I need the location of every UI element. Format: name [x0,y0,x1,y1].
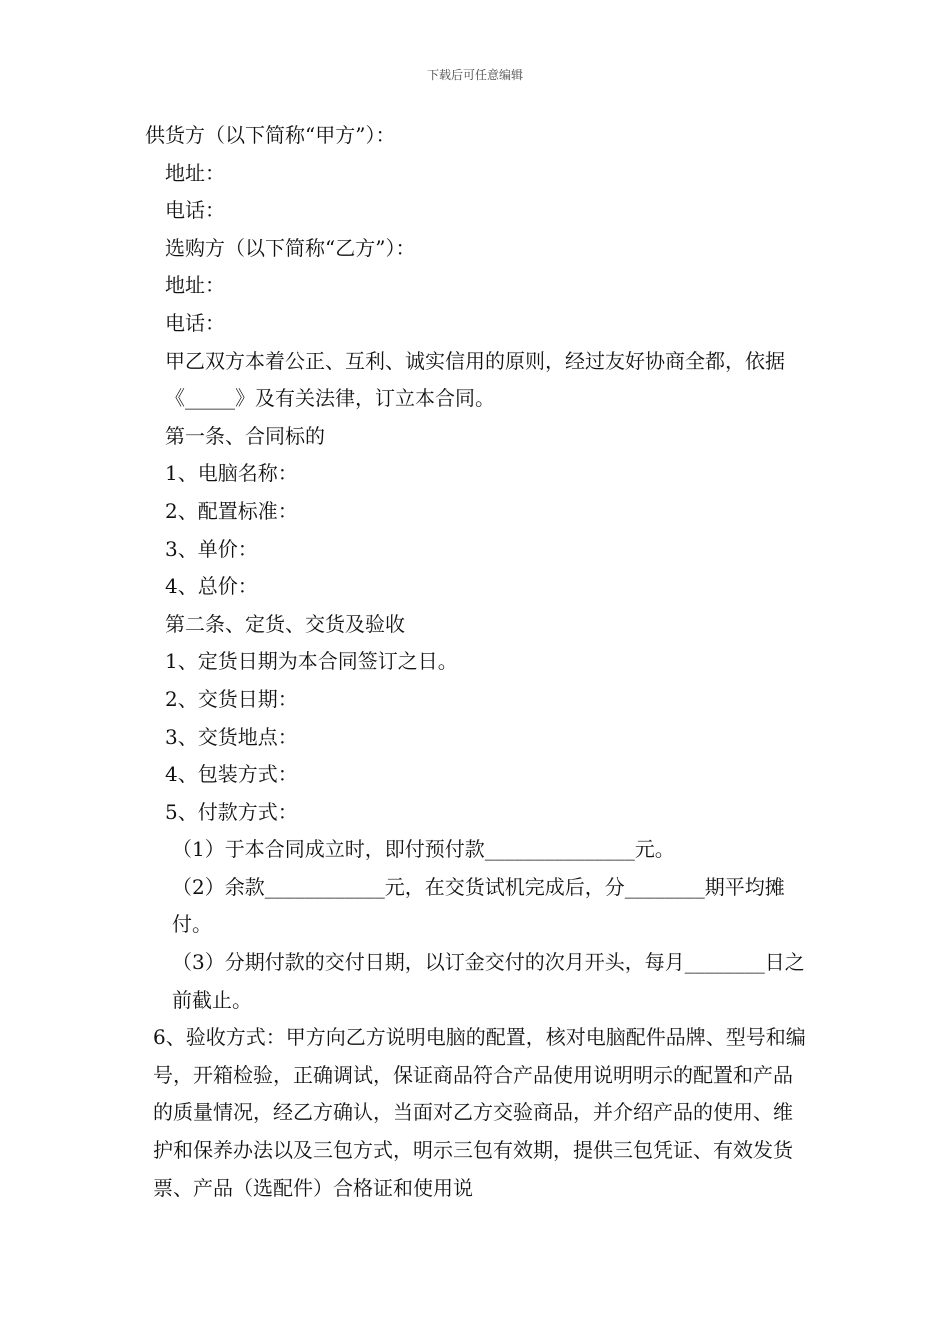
buyer-heading: 选购方（以下简称“乙方”）： [165,235,416,260]
payment-clause-3: （3）分期付款的交付日期，以订金交付的次月开头，每月________日之前截止。 [172,950,805,1012]
article-1-item-2: 2、配置标准： [165,498,298,523]
article-1-heading: 第一条、合同标的 [165,423,325,448]
article-1-item-3: 3、单价： [165,536,258,561]
buyer-address: 地址： [165,273,225,298]
payment-clause-1: （1）于本合同成立时，即付预付款_______________元。 [172,837,675,862]
contract-body [145,117,810,1207]
article-1-item-4: 4、总价： [165,574,258,599]
article-2-item-6: 6、验收方式：甲方向乙方说明电脑的配置，核对电脑配件品牌、型号和编号，开箱检验，正确调试，保证商品符合产品使用说明明示的配置和产品的质量情况，经乙方确认，当面对乙方交验商品，并介绍产品的使用、维护和保养办法以及三包方式，明示三包有效期，提供三包凭证、有效发货票、产品（选配件）合格证和使用说 [153,1025,806,1200]
supplier-heading: 供货方（以下简称“甲方”）： [145,123,396,147]
page-header: 下载后可任意编辑 [426,68,523,82]
article-2-item-1: 1、定货日期为本合同签订之日。 [165,649,458,674]
supplier-phone: 电话： [165,198,225,223]
article-2-item-5: 5、付款方式： [165,799,298,824]
buyer-phone: 电话： [165,310,225,335]
article-2-item-3: 3、交货地点： [165,724,298,749]
article-1-item-1: 1、电脑名称： [165,461,298,486]
payment-clause-2: （2）余款____________元，在交货试机完成后，分________期平均摊付。 [172,874,785,937]
article-2-item-4: 4、包装方式： [165,762,298,787]
preamble-paragraph: 甲乙双方本着公正、互利、诚实信用的原则，经过友好协商全都，依据《_____》及有关法律，订立本合同。 [165,348,785,411]
supplier-address: 地址： [165,160,225,185]
article-2-heading: 第二条、定货、交货及验收 [165,611,405,636]
article-2-item-2: 2、交货日期： [165,686,298,711]
